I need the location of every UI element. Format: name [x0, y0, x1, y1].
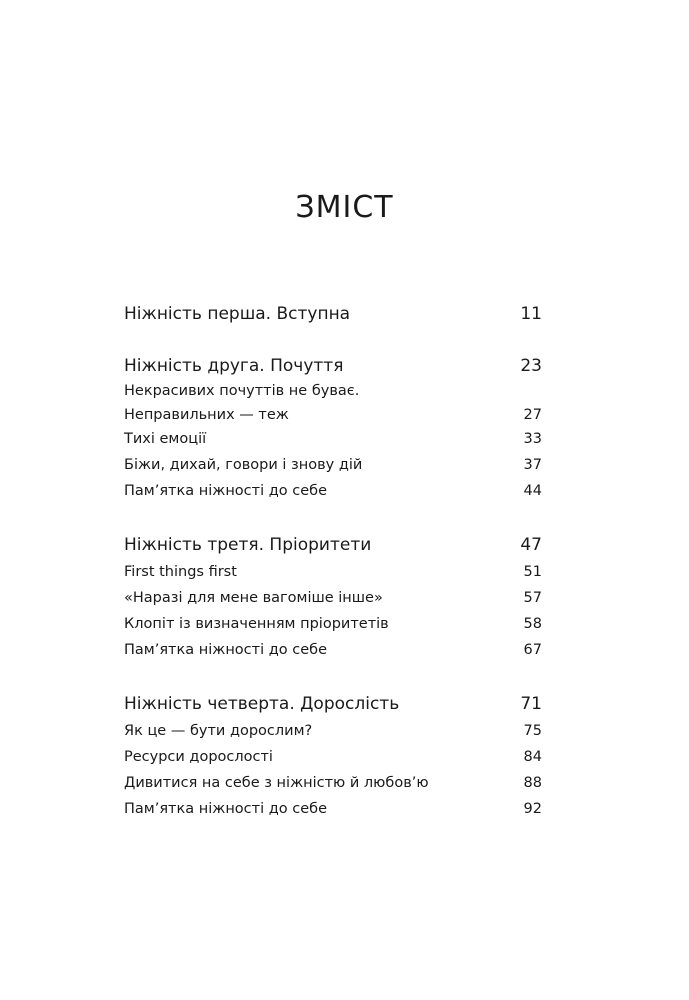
toc-item[interactable]	[124, 770, 542, 796]
item-title: Дивитися на себе з ніжністю й любов’ю	[124, 775, 429, 791]
page-number: 57	[523, 590, 542, 606]
page-number: 23	[520, 356, 542, 376]
chapter-title: Ніжність друга. Почуття	[124, 356, 344, 376]
toc-chapter-1[interactable]	[124, 300, 542, 328]
toc-item[interactable]	[124, 796, 542, 822]
page-number: 75	[523, 723, 542, 739]
page-number: 84	[523, 749, 542, 765]
toc-chapter-3[interactable]	[124, 531, 542, 559]
toc-item[interactable]	[124, 426, 542, 452]
item-title: Ресурси дорослості	[124, 749, 273, 765]
toc-item[interactable]	[124, 452, 542, 478]
item-title: First things first	[124, 564, 237, 580]
chapter-title: Ніжність четверта. Дорослість	[124, 694, 400, 714]
item-title: Пам’ятка ніжності до себе	[124, 801, 327, 817]
item-title: «Наразі для мене вагоміше інше»	[124, 590, 383, 606]
toc-item[interactable]	[124, 637, 542, 663]
toc-item[interactable]	[124, 585, 542, 611]
page-number: 51	[523, 564, 542, 580]
page-number: 47	[520, 535, 542, 555]
item-title: Клопіт із визначенням пріоритетів	[124, 616, 389, 632]
page-number: 92	[523, 801, 542, 817]
page-number: 67	[523, 642, 542, 658]
chapter-title: Ніжність третя. Пріоритети	[124, 535, 372, 555]
item-title-line-2: Неправильних — теж	[124, 407, 289, 423]
item-title: Пам’ятка ніжності до себе	[124, 483, 327, 499]
toc-chapter-2[interactable]	[124, 352, 542, 380]
toc-item[interactable]	[124, 718, 542, 744]
page-number: 71	[520, 694, 542, 714]
toc-item[interactable]	[124, 744, 542, 770]
page-number: 33	[523, 431, 542, 447]
page-number: 11	[520, 304, 542, 324]
page-title: ЗМІСТ	[295, 190, 394, 226]
page-number: 88	[523, 775, 542, 791]
page-number: 27	[523, 407, 542, 423]
item-title: Біжи, дихай, говори і знову дій	[124, 457, 363, 473]
toc-item[interactable]	[124, 611, 542, 637]
item-title: Пам’ятка ніжності до себе	[124, 642, 327, 658]
item-title-line-1: Некрасивих почуттів не буває.	[124, 383, 360, 399]
toc-item[interactable]	[124, 559, 542, 585]
page-number: 44	[523, 483, 542, 499]
item-title: Як це — бути дорослим?	[124, 723, 313, 739]
page-number: 37	[523, 457, 542, 473]
toc-chapter-4[interactable]	[124, 690, 542, 718]
item-title: Тихі емоції	[124, 431, 207, 447]
toc-item[interactable]	[124, 380, 542, 426]
toc-item[interactable]	[124, 478, 542, 504]
chapter-title: Ніжність перша. Вступна	[124, 304, 351, 324]
page-number: 58	[523, 616, 542, 632]
table-of-contents	[124, 300, 542, 822]
